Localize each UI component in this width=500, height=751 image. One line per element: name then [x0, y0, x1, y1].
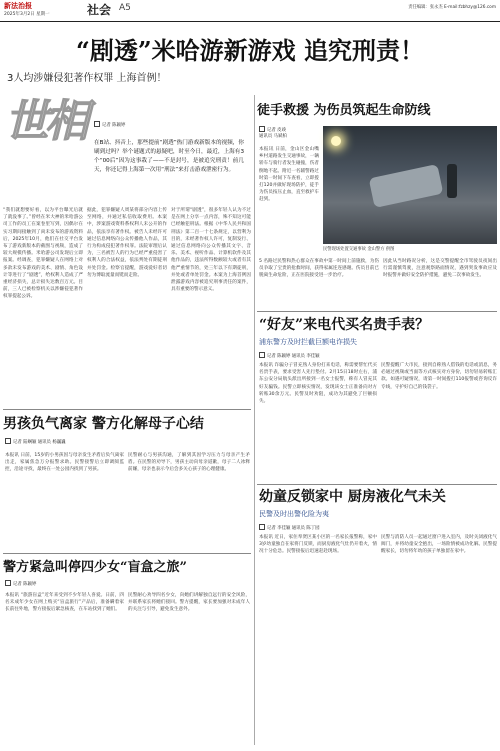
fire-col-2: 民警与消防人员一起通过窗户进入室内，及时关闭液化气阀门，并将幼童安全抱出，一场险情被成功化解。民警提醒家长，切勿将年幼的孩子单独留在家中。 [381, 535, 497, 555]
rule-pay-top [257, 311, 497, 312]
photo-figure [447, 164, 457, 198]
column-divider [254, 95, 255, 745]
blind-headline: 警方紧急叫停四少女“盲盒之旅” [3, 560, 187, 575]
pay-byline: 记者 陈颖婷 通讯员 李佳颖 [259, 352, 497, 360]
blind-col-2: 民警耐心劝导四名少女，向她们讲解独自远行的安全风险，并联系家长将她们接回。警方提醒，家长要加强对未成年人的关注与引导，避免发生意外。 [128, 593, 250, 613]
rescue-text-bottom: 5 名路过民警和热心群众在事故中第一时间上前施救，为伤员争取了宝贵的抢救时间，获得家属连连感谢。伤员目前已脱离生命危险，正在医院接受进一步治疗。 [259, 259, 379, 279]
section-name: 社会 [87, 3, 112, 17]
lead-col-3: 对于所谓“剧透”，很多年轻人认为不过是在网上分享一点内容，殊不知这可能已经触犯刑法。根据《中华人民共和国刑法》第二百一十七条规定，以营利为目的，未经著作权人许可，复制发行、通过信息网络向公众传播其文字、音乐、美术、视听作品、计算机软件及其他作品的，违法所得数额较大或者有其他严重情节的，处三年以下有期徒刑，并处或者单处罚金。本案为上海首例因泄露游戏内容被追究刑事责任的案件，具有重要的警示意义。 [171, 208, 251, 293]
fugitive-col-1: 本报讯 日前，15岁的小男孩因与母亲发生矛盾后负气离家出走，家属焦急万分报警求助。民警接警后立即调阅监控，沿途寻找，最终在一处公园内找到了男孩。 [5, 453, 124, 473]
rule-blind-top [3, 553, 251, 554]
issue-date: 2025年3月2日 星期一 [4, 12, 50, 17]
photo-car-shape [369, 164, 444, 208]
shixiang-banner: 世相 [5, 96, 85, 147]
rule-fugitive-top [3, 409, 251, 410]
pay-col-2: 民警提醒广大市民，接到自称熟人借钱的电话或消息，务必通过视频或当面等方式核实对方身份，切勿轻易转账汇款。如遇可疑情况，请第一时间拨打110报警或咨询反诈专线，守护好自己的钱袋子。 [381, 363, 497, 390]
rescue-text-left: 本报讯 日前，金山区金山嘴乡村道路发生交通事故，一辆轿车与骑行者发生碰撞，伤者倒地不起。附近一名辅警路过时第一时间下车查看，立即拨打120并做好现场防护，徒手为伤员按压止血，直至救护车赶到。 [259, 147, 319, 203]
photo-light [331, 136, 341, 146]
fugitive-byline: 记者 陆娴颖 通讯员 杨巍巍 [5, 438, 205, 446]
masthead [0, 0, 500, 22]
rescue-byline: 记者 皮竣 通讯员 马斌柏 [259, 128, 287, 139]
fugitive-col-2: 民警耐心与男孩沟通，了解到其因学习压力与母亲产生矛盾。在民警的劝导下，男孩主动向母亲道歉，母子二人冰释前嫌，母亲也表示今后会多关心孩子的心理健康。 [128, 453, 250, 473]
page-number: A5 [119, 3, 131, 13]
pay-col-1: 本报讯 诈骗分子冒充熟人身份打来电话，称需要帮忙代买名贵手表，要求受害人先行垫付。2月15日18时左右，浦东公安分局航头派出所接到一名女士报警，称有人冒充其好友骗钱。民警立即核实情况，发现该女士正准备向对方转账30余万元。民警及时劝阻，成功为其避免了巨额损失。 [259, 363, 377, 405]
lead-byline: 记者 陈颖婷 [94, 121, 244, 129]
lead-headline: “剧透”米哈游新游戏 追究刑责！ [76, 37, 424, 65]
paper-logo: 新法治报 [4, 1, 32, 10]
rescue-headline: 徒手救援 为伤员筑起生命防线 [257, 103, 431, 118]
blind-byline: 记者 陈颖婷 [5, 580, 205, 588]
lead-intro: 在B站、抖音上，那些提前“剧透”热门游戏新版本的视频，你刷到过吗？举个谜题式的悬疑吧，时至今日，最近，上海有3个“00后”因为这事栽了——不是封号，是被追究刑责！前几天，你还记得上海第一次用“刑法”来打击游戏泄密行为。 [94, 140, 244, 173]
fire-byline: 记者 李佳颖 通讯员 陈丁园 [259, 524, 497, 532]
pay-headline: “好友”来电代买名贵手表？ [259, 317, 430, 333]
fire-col-1: 本报讯 近日，家住奉贤区某小区的一名家长报警称，家中3岁幼童独自在家将门反锁，而厨房液化气灶仍开着火，情况十分危急。民警接报后迅速赶赴现场。 [259, 535, 377, 555]
lead-subheadline: 3人均涉嫌侵犯著作权罪 上海首例！ [7, 73, 167, 84]
accident-photo [323, 126, 497, 244]
rule-fire-top [257, 484, 497, 485]
blind-col-1: 本报讯 “旅游盲盒”近年来受到不少年轻人喜爱。日前，四名未成年少女在网上购买“盲盒旅行”产品后，准备瞒着家长前往外地，警方接报后紧急核查，在车站找到了她们。 [5, 593, 124, 613]
lead-col-2: 据此，犯罪嫌疑人周某将部分内容上传至网络，并通过私信收取费用。本案中，涉案游戏资料系权利人未公开的作品，依法享有著作权。被告人未经许可通过信息网络向公众传播他人作品，其行为构成侵犯著作权罪。法院审理后认为，三名被告人的行为已经严重侵害了权利人的合法权益，依法判处有期徒刑并处罚金。检察官提醒，游戏爱好者切勿为博取流量而铤而走险。 [87, 208, 167, 278]
pay-subheadline: 浦东警方及时拦截巨额电诈损失 [259, 338, 357, 346]
fire-headline: 幼童反锁家中 厨房液化气未关 [259, 489, 446, 505]
rescue-text-right: 因此从当时路况分析，这是交警提醒全市驾驶员夜间出行需谨慎驾驶，注意观察路面情况，遇到突发事故应及时报警并做好安全防护措施，避免二次事故发生。 [383, 259, 497, 279]
fire-subheadline: 民警及时出警化险为夷 [259, 510, 329, 518]
photo-caption: 民警现场处置交通事故 金山警方 供图 [323, 247, 395, 252]
editor-credit: 责任编辑：张永杰 E-mail:fzbhzy@126.com [408, 5, 496, 10]
lead-col-1: “我们就想要好看，以为平台曝光后就了就没事了。”曾经在米大神的米哈游公司工作的员工在案卷里写到，因偶尔在实习期间接触到了尚未发布的游戏资料后，2025年10月，他们在社交平台发布了游戏新版本的截图与视频，造成了较大规模传播。米哈游公司发现后立即报案。经调查，犯罪嫌疑人在网络上对多款未发布游戏的美术、剧情、角色设计等进行了“剧透”，给权利人造成了严重经济损失，总计损失达数百万元。目前，三人已被检察机关以涉嫌侵犯著作权罪提起公诉。 [3, 208, 83, 300]
masthead-rule [0, 21, 500, 22]
fugitive-headline: 男孩负气离家 警方化解母子心结 [3, 416, 204, 432]
